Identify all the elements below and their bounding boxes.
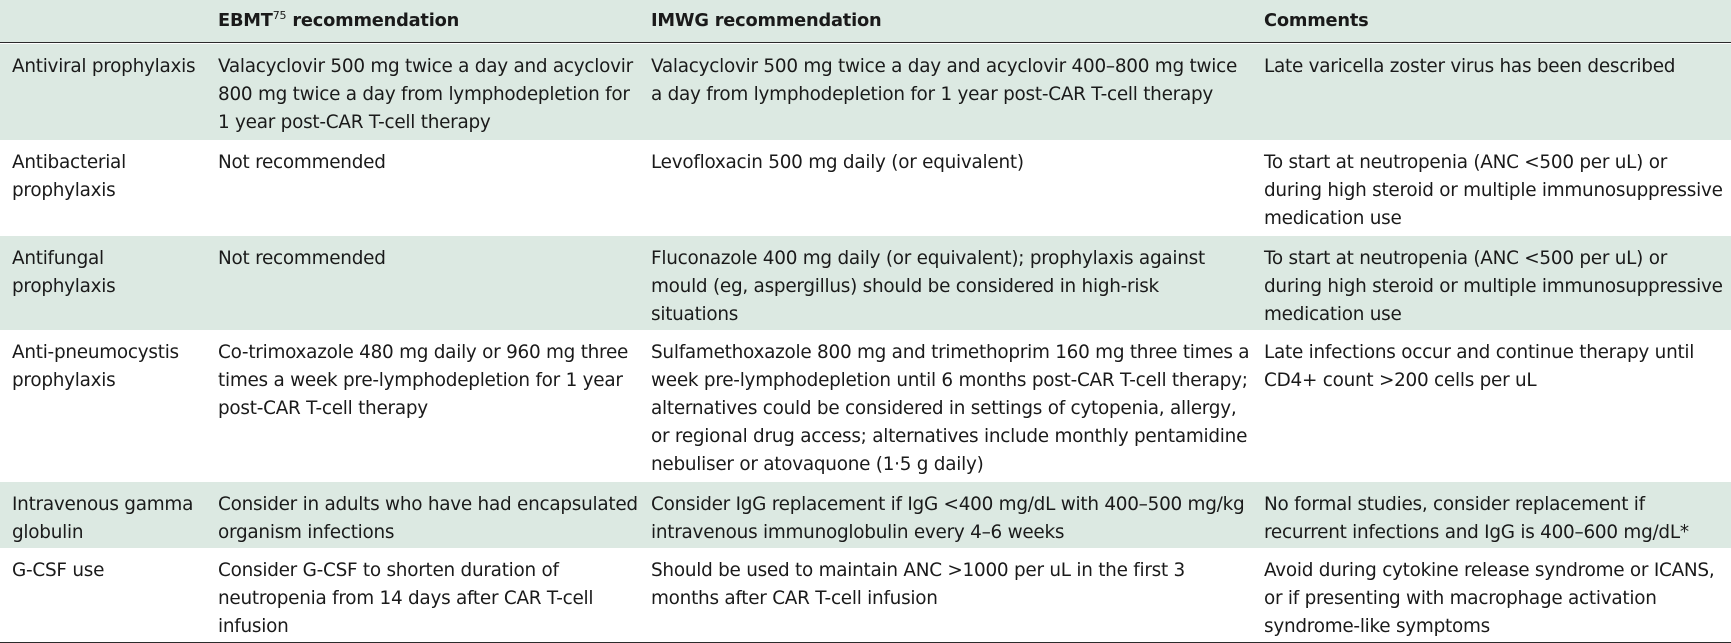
header-comments: Comments: [1264, 10, 1369, 31]
row-imwg: Valacyclovir 500 mg twice a day and acyclovir 400–800 mg twice a day from lymphodepletion for 1 year post-CAR T-cell therapy: [651, 56, 1238, 105]
table-row-anti-pneumocystis: [0, 330, 1731, 482]
row-ebmt: Not recommended: [218, 248, 386, 269]
header-ebmt: [218, 6, 638, 36]
row-comments: Late varicella zoster virus has been described: [1264, 56, 1676, 77]
row-comments: Avoid during cytokine release syndrome or ICANS, or if presenting with macrophage activation syndrome-like symptoms: [1264, 560, 1715, 637]
table-row-antifungal: [0, 236, 1731, 330]
table-row-ivig: [0, 482, 1731, 548]
row-comments: No formal studies, consider replacement if recurrent infections and IgG is 400–600 mg/dL*: [1264, 494, 1689, 543]
row-ebmt: Not recommended: [218, 152, 386, 173]
row-ebmt: Co-trimoxazole 480 mg daily or 960 mg three times a week pre-lymphodepletion for 1 year post-CAR T-cell therapy: [218, 342, 629, 419]
row-ebmt: Consider in adults who have had encapsulated organism infections: [218, 494, 638, 543]
row-imwg: Sulfamethoxazole 800 mg and trimethoprim 160 mg three times a week pre-lymphodepletion until 6 months post-CAR T-cell therapy; alternatives could be considered in settings of cytopenia, allergy, or regional drug access; alternatives include monthly pentamidine nebuliser or atovaquone (1·5 g daily): [651, 342, 1250, 475]
header-imwg: IMWG recommendation: [651, 10, 882, 31]
row-ebmt: Consider G-CSF to shorten duration of neutropenia from 14 days after CAR T-cell infusion: [218, 560, 594, 637]
row-imwg: Should be used to maintain ANC >1000 per uL in the first 3 months after CAR T-cell infusion: [651, 560, 1185, 609]
row-category: Intravenous gamma globulin: [12, 494, 194, 543]
row-ebmt: Valacyclovir 500 mg twice a day and acyclovir 800 mg twice a day from lymphodepletion for 1 year post-CAR T-cell therapy: [218, 56, 633, 133]
row-category: Antibacterial prophylaxis: [12, 152, 126, 201]
row-comments: Late infections occur and continue therapy until CD4+ count >200 cells per uL: [1264, 342, 1695, 391]
header-ebmt-reference: 75: [272, 9, 287, 22]
row-category: G-CSF use: [12, 560, 105, 581]
header-ebmt-suffix: recommendation: [286, 10, 460, 31]
row-imwg: Fluconazole 400 mg daily (or equivalent); prophylaxis against mould (eg, aspergillus) should be considered in high-risk situations: [651, 248, 1205, 325]
table-row-gcsf: [0, 548, 1731, 643]
row-imwg: Consider IgG replacement if IgG <400 mg/dL with 400–500 mg/kg intravenous immunoglobulin every 4–6 weeks: [651, 494, 1245, 543]
row-category: Anti-pneumocystis prophylaxis: [12, 342, 179, 391]
row-imwg: Levofloxacin 500 mg daily (or equivalent): [651, 152, 1024, 173]
table-header-row: [0, 0, 1731, 43]
table-row-antibacterial: [0, 140, 1731, 236]
row-comments: To start at neutropenia (ANC <500 per uL) or during high steroid or multiple immunosuppressive medication use: [1264, 248, 1723, 325]
header-ebmt-label: EBMT: [218, 10, 273, 31]
row-category: Antiviral prophylaxis: [12, 56, 196, 77]
table-row-antiviral: [0, 44, 1731, 140]
row-comments: To start at neutropenia (ANC <500 per uL) or during high steroid or multiple immunosuppressive medication use: [1264, 152, 1723, 229]
row-category: Antifungal prophylaxis: [12, 248, 116, 297]
